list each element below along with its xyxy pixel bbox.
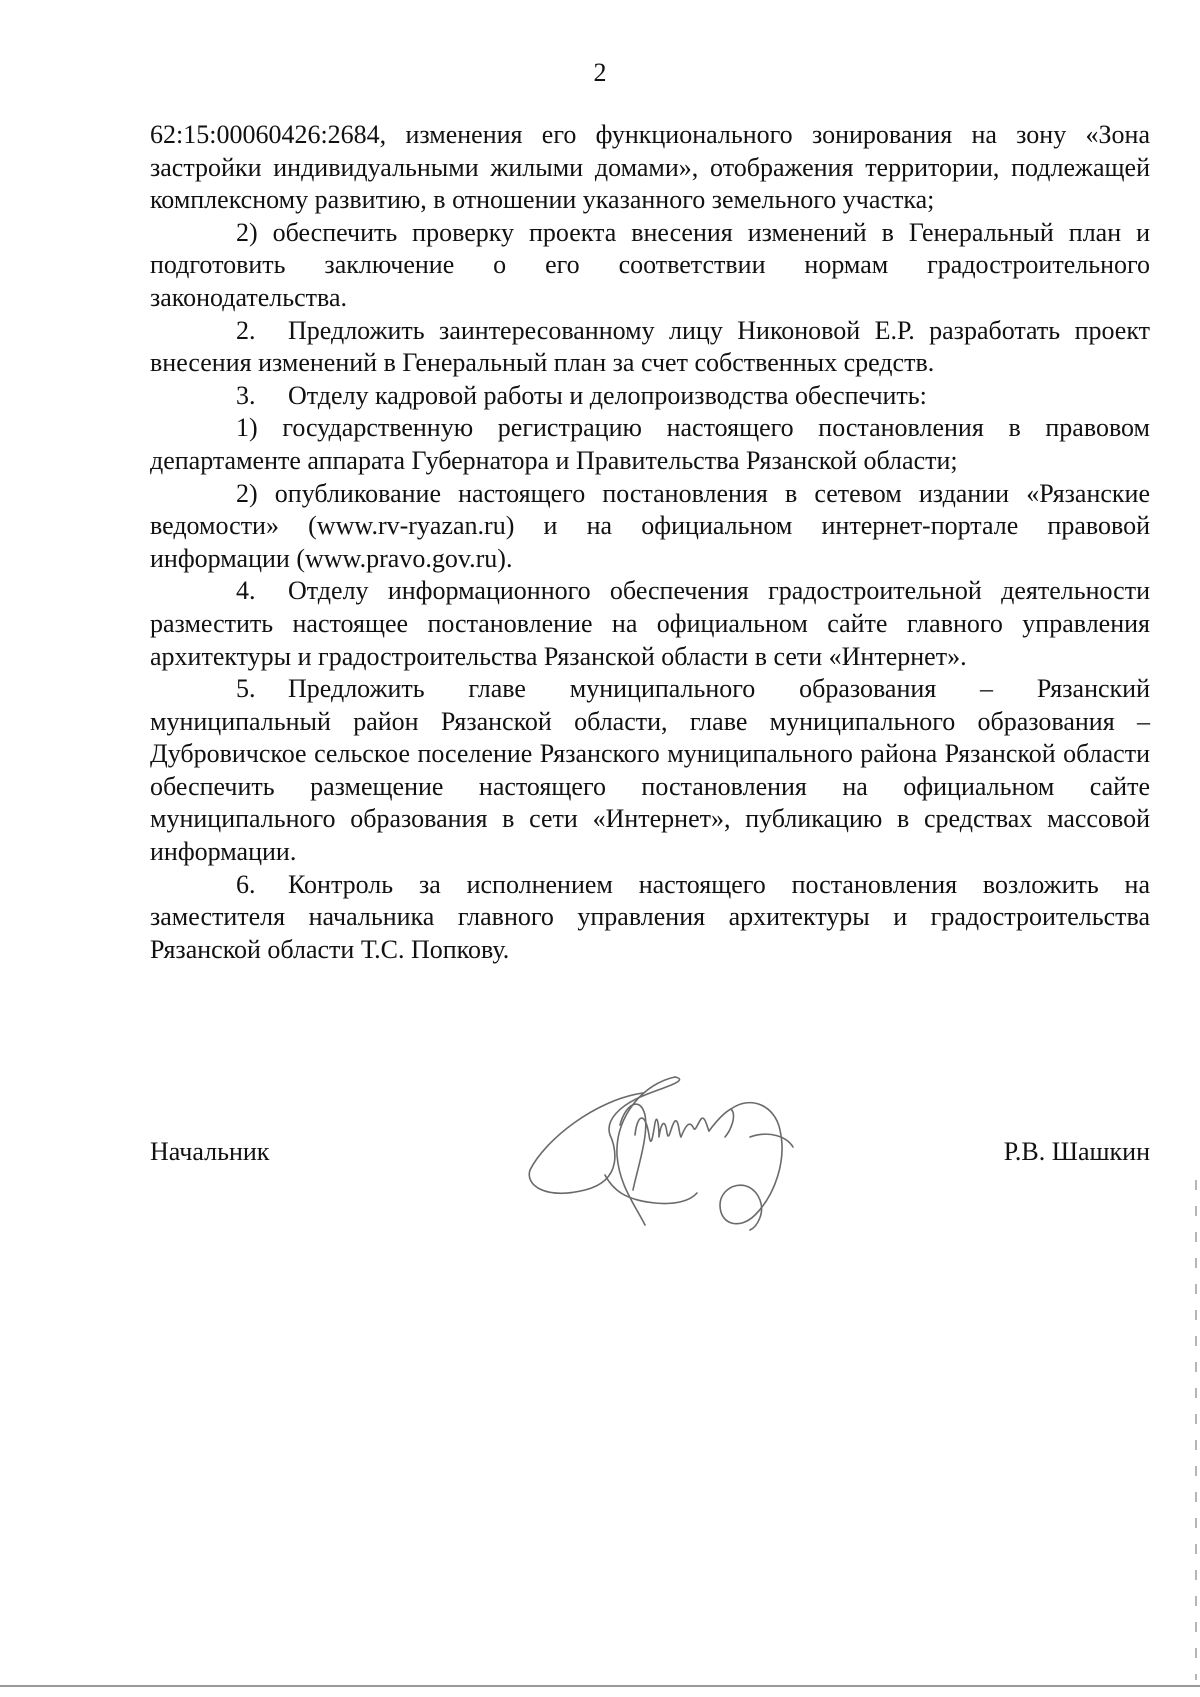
item-text: Предложить заинтересованному лицу Никоновой Е.Р. разработать проект внесения изменений в Генеральный план за счет собственных средств.	[150, 315, 1150, 378]
item-number: 6.	[236, 869, 256, 899]
item-number: 4.	[236, 576, 256, 606]
signatory-position: Начальник	[150, 1137, 270, 1166]
paragraph-item-2	[150, 315, 1150, 380]
paragraph-item-4	[150, 575, 1150, 673]
paragraph-subitem-3-2: 2) опубликование настоящего постановления в сетевом издании «Рязанские ведомости» (www.rv-ryazan.ru) и на официальном интернет-портале правовой информации (www.pravo.gov.ru).	[150, 478, 1150, 573]
item-text: Предложить главе муниципального образования – Рязанский муниципальный район Рязанской области, главе муниципального образования – Дубровичское сельское поселение Рязанского муниципального района Рязанской области обеспечить размещение настоящего постановления на официальном сайте муниципального образования в сети «Интернет», публикацию в средствах массовой информации.	[150, 674, 1150, 867]
item-number: 3.	[236, 380, 256, 410]
document-body	[150, 119, 1150, 966]
paragraph-item-6	[150, 869, 1150, 967]
page-number: 2	[593, 58, 607, 87]
paragraph-subitem-2: 2) обеспечить проверку проекта внесения изменений в Генеральный план и подготовить заключение о его соответствии нормам градостроительного законодательства.	[150, 217, 1150, 312]
scan-edge-marks	[1195, 1180, 1197, 1680]
item-number: 2.	[236, 315, 256, 345]
paragraph-subitem-3-1: 1) государственную регистрацию настоящего постановления в правовом департаменте аппарата Губернатора и Правительства Рязанской области;	[150, 413, 1150, 475]
item-text: Отделу кадровой работы и делопроизводства обеспечить:	[288, 380, 927, 410]
signatory-name: Р.В. Шашкин	[1003, 1137, 1150, 1166]
item-text: Отделу информационного обеспечения градостроительной деятельности разместить настоящее постановление на официальном сайте главного управления архитектуры и градостроительства Рязанской области в сети «Интернет».	[150, 576, 1150, 671]
paragraph-continuation: 62:15:00060426:2684, изменения его функционального зонирования на зону «Зона застройки индивидуальными жилыми домами», отображения территории, подлежащей комплексному развитию, в отношении указанного земельного участка;	[150, 120, 1150, 215]
bottom-scan-line	[0, 1685, 1200, 1687]
handwritten-signature	[525, 1075, 855, 1235]
item-text: Контроль за исполнением настоящего постановления возложить на заместителя начальника главного управления архитектуры и градостроительства Рязанской области Т.С. Попкову.	[150, 869, 1150, 964]
paragraph-item-3	[150, 380, 1150, 413]
paragraph-item-5	[150, 673, 1150, 869]
item-number: 5.	[236, 674, 256, 704]
